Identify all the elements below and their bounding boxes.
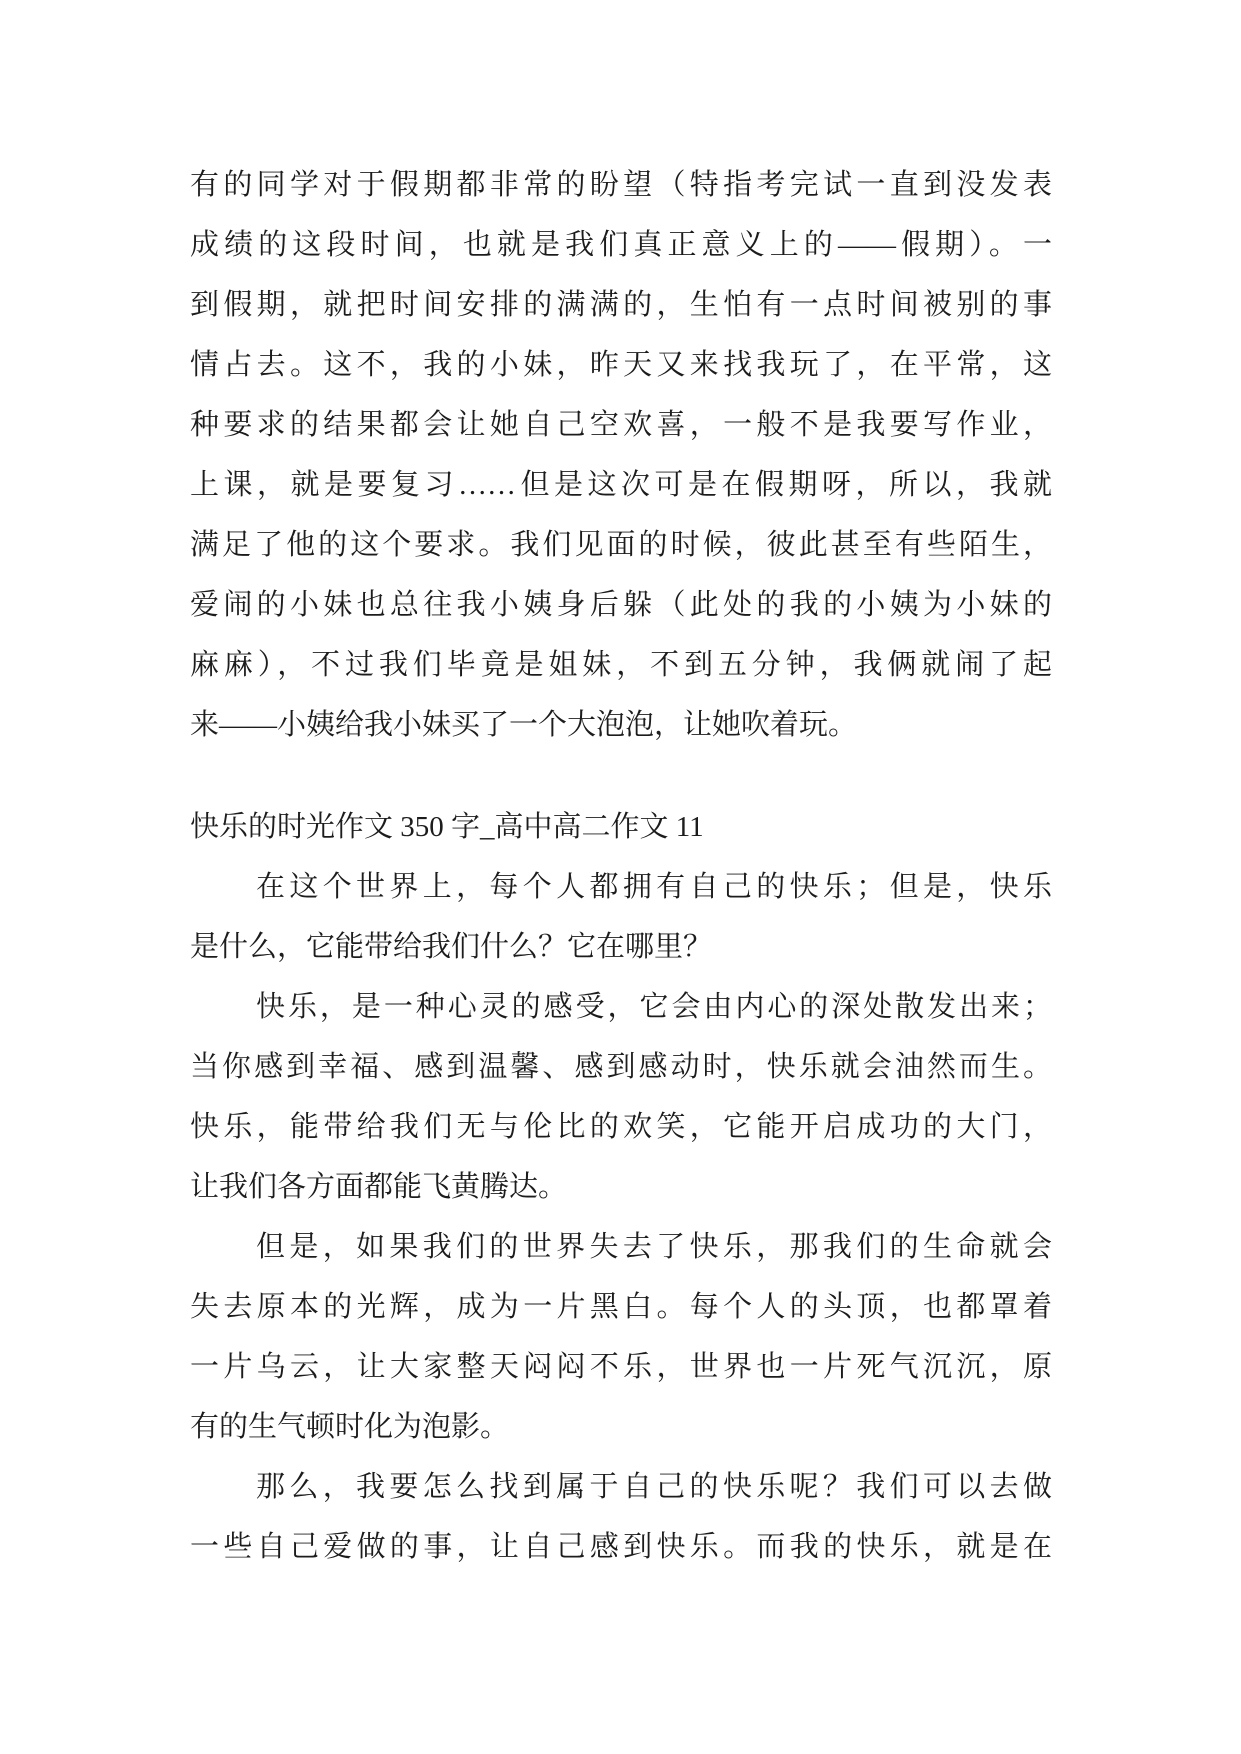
text-line: 让我们各方面都能飞黄腾达。 bbox=[190, 1171, 568, 1203]
text-line: 那么，我要怎么找到属于自己的快乐呢？我们可以去做 bbox=[256, 1471, 1052, 1503]
text-line: 种要求的结果都会让她自己空欢喜，一般不是我要写作业， bbox=[190, 409, 1052, 441]
text-line: 爱闹的小妹也总往我小姨身后躲（此处的我的小姨为小妹的 bbox=[190, 589, 1052, 621]
text-line: 一片乌云，让大家整天闷闷不乐，世界也一片死气沉沉，原 bbox=[190, 1351, 1052, 1383]
text-line: 满足了他的这个要求。我们见面的时候，彼此甚至有些陌生， bbox=[190, 529, 1052, 561]
text-line: 但是，如果我们的世界失去了快乐，那我们的生命就会 bbox=[256, 1231, 1052, 1263]
text-line: 快乐，能带给我们无与伦比的欢笑，它能开启成功的大门， bbox=[190, 1111, 1052, 1143]
text-line: 成绩的这段时间，也就是我们真正意义上的——假期）。一 bbox=[190, 229, 1052, 261]
paragraph bbox=[190, 857, 1052, 977]
paragraph bbox=[190, 1217, 1052, 1457]
text-line: 情占去。这不，我的小妹，昨天又来找我玩了，在平常，这 bbox=[190, 349, 1052, 381]
text-line: 上课，就是要复习……但是这次可是在假期呀，所以，我就 bbox=[190, 469, 1052, 501]
continued-paragraph bbox=[190, 155, 1052, 755]
paragraph bbox=[190, 1457, 1052, 1577]
paragraph bbox=[190, 977, 1052, 1217]
text-line: 失去原本的光辉，成为一片黑白。每个人的头顶，也都罩着 bbox=[190, 1291, 1052, 1323]
text-line: 来——小姨给我小妹买了一个大泡泡，让她吹着玩。 bbox=[190, 709, 858, 741]
text-line: 有的同学对于假期都非常的盼望（特指考完试一直到没发表 bbox=[190, 169, 1052, 201]
text-line: 快乐，是一种心灵的感受，它会由内心的深处散发出来； bbox=[256, 991, 1052, 1023]
text-line: 有的生气顿时化为泡影。 bbox=[190, 1411, 510, 1443]
text-line: 到假期，就把时间安排的满满的，生怕有一点时间被别的事 bbox=[190, 289, 1052, 321]
text-line: 在这个世界上，每个人都拥有自己的快乐；但是，快乐 bbox=[256, 871, 1052, 903]
essay-title: 快乐的时光作文 350 字_高中高二作文 11 bbox=[190, 811, 704, 843]
essay-body bbox=[190, 857, 1052, 1577]
text-line: 一些自己爱做的事，让自己感到快乐。而我的快乐，就是在 bbox=[190, 1531, 1052, 1563]
text-line: 是什么，它能带给我们什么？它在哪里？ bbox=[190, 931, 713, 963]
text-line: 麻麻），不过我们毕竟是姐妹，不到五分钟，我俩就闹了起 bbox=[190, 649, 1052, 681]
text-line: 当你感到幸福、感到温馨、感到感动时，快乐就会油然而生。 bbox=[190, 1051, 1052, 1083]
